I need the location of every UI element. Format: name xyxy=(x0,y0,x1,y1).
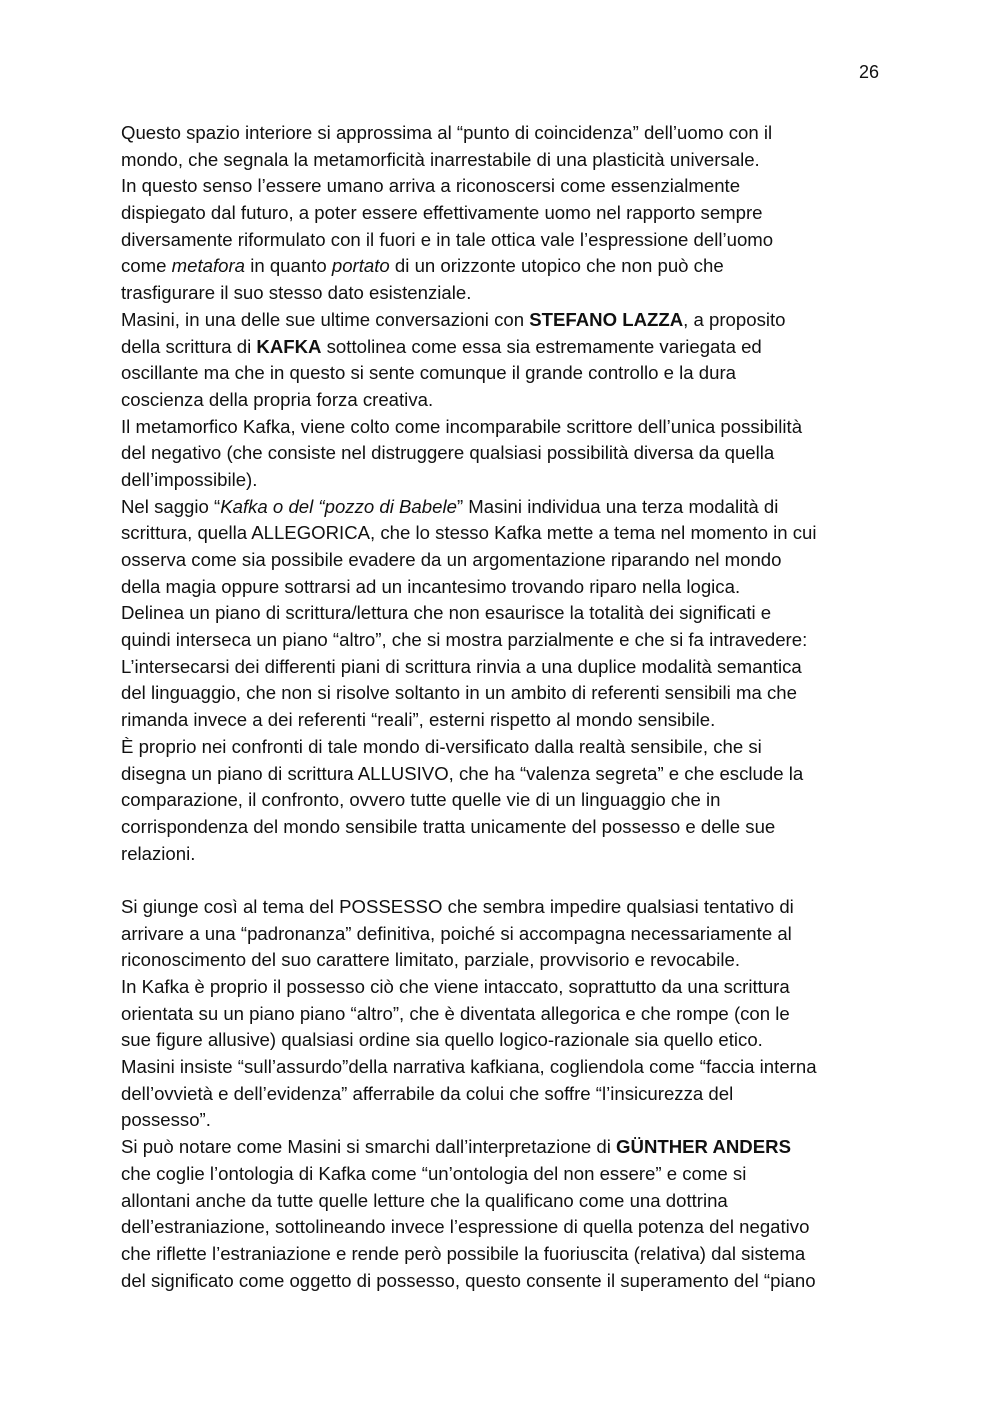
text-line xyxy=(121,627,881,654)
text-run: coscienza della propria forza creativa. xyxy=(121,388,434,410)
text-line xyxy=(121,1054,881,1081)
text-line xyxy=(121,280,881,307)
bold-name: STEFANO LAZZA xyxy=(529,308,684,330)
text-line xyxy=(121,173,881,200)
page-number: 26 xyxy=(858,62,879,82)
text-run: del negativo (che consiste nel distruggere qualsiasi possibilità diversa da quella xyxy=(121,442,775,464)
text-run: In Kafka è proprio il possesso ciò che viene intaccato, soprattutto da una scrittura xyxy=(121,976,790,997)
text-line xyxy=(121,734,881,761)
text-line xyxy=(121,467,881,494)
text-line xyxy=(121,1107,881,1134)
text-run: della scrittura di xyxy=(121,335,257,357)
text-run: Il metamorfico Kafka, viene colto come incomparabile scrittore dell’unica possibilità xyxy=(121,415,803,437)
text-run: orientata su un piano piano “altro”, che è diventata allegorica e che rompe (con le xyxy=(121,1002,790,1024)
text-line xyxy=(121,227,881,254)
body-text xyxy=(121,120,881,1294)
text-line xyxy=(121,1161,881,1188)
bold-name: GÜNTHER ANDERS xyxy=(616,1136,791,1158)
text-run: che riflette l’estraniazione e rende però possibile la fuoriuscita (relativa) dal sistema xyxy=(121,1242,806,1264)
bold-name: KAFKA xyxy=(256,335,322,357)
text-run: in quanto xyxy=(245,255,332,277)
text-run: sue figure allusive) qualsiasi ordine sia quello logico-razionale sia quello etico. xyxy=(121,1029,763,1051)
text-run: comparazione, il confronto, ovvero tutte quelle vie di un linguaggio che in xyxy=(121,789,721,811)
text-line xyxy=(121,387,881,414)
text-run: possesso”. xyxy=(121,1109,211,1131)
italic-term: Kafka o del “pozzo di Babele xyxy=(220,495,457,517)
text-run: della magia oppure sottrarsi ad un incantesimo trovando riparo nella logica. xyxy=(121,575,741,597)
text-run: dell’ovvietà e dell’evidenza” afferrabile da colui che soffre “l’insicurezza del xyxy=(121,1082,734,1104)
text-line xyxy=(121,547,881,574)
text-run: Masini insiste “sull’assurdo”della narrativa kafkiana, cogliendola come “faccia interna xyxy=(121,1056,817,1078)
text-run: sottolinea come essa sia estremamente variegata ed xyxy=(321,335,762,357)
text-run: che coglie l’ontologia di Kafka come “un’ontologia del non essere” e come si xyxy=(121,1162,747,1184)
italic-term: portato xyxy=(331,255,390,277)
text-line xyxy=(121,1081,881,1108)
text-line xyxy=(121,814,881,841)
text-line xyxy=(121,974,881,1001)
text-line xyxy=(121,1027,881,1054)
text-run: relazioni. xyxy=(121,842,196,864)
text-run: Questo spazio interiore si approssima al “punto di coincidenza” dell’uomo con il xyxy=(121,122,773,143)
text-run: del linguaggio, che non si risolve soltanto in un ambito di referenti sensibili ma che xyxy=(121,682,797,704)
text-line xyxy=(121,360,881,387)
text-line xyxy=(121,707,881,734)
text-run: di un orizzonte utopico che non può che xyxy=(389,255,724,277)
text-line xyxy=(121,654,881,681)
text-run: come xyxy=(121,255,172,277)
text-run: Nel saggio “ xyxy=(121,495,221,517)
text-line xyxy=(121,334,881,361)
text-line xyxy=(121,494,881,521)
text-run: dell’estraniazione, sottolineando invece l’espressione di quella potenza del negativo xyxy=(121,1216,810,1238)
text-run: dell’impossibile). xyxy=(121,468,258,490)
text-run: disegna un piano di scrittura ALLUSIVO, che ha “valenza segreta” e che esclude la xyxy=(121,762,804,784)
text-line xyxy=(121,921,881,948)
text-run: Delinea un piano di scrittura/lettura che non esaurisce la totalità dei significati e xyxy=(121,602,772,624)
text-line xyxy=(121,147,881,174)
text-line xyxy=(121,253,881,280)
text-line xyxy=(121,1134,881,1161)
text-run: Masini, in una delle sue ultime conversazioni con xyxy=(121,308,530,330)
italic-term: metafora xyxy=(171,255,246,277)
text-run: arrivare a una “padronanza” definitiva, poiché si accompagna necessariamente al xyxy=(121,922,792,944)
text-run: del significato come oggetto di possesso, questo consente il superamento del “piano xyxy=(121,1269,816,1291)
text-run: dispiegato dal futuro, a poter essere effettivamente uomo nel rapporto sempre xyxy=(121,202,763,224)
text-line xyxy=(121,120,881,147)
text-line xyxy=(121,1241,881,1268)
text-line xyxy=(121,787,881,814)
text-line xyxy=(121,440,881,467)
text-line xyxy=(121,200,881,227)
text-run: corrispondenza del mondo sensibile tratta unicamente del possesso e delle sue xyxy=(121,815,776,837)
text-line xyxy=(121,1188,881,1215)
text-run: quindi interseca un piano “altro”, che si mostra parzialmente e che si fa intravedere: xyxy=(121,629,808,651)
blank-line xyxy=(121,867,881,894)
text-run: , a proposito xyxy=(683,308,786,330)
text-line xyxy=(121,680,881,707)
text-line xyxy=(121,761,881,788)
text-line xyxy=(121,841,881,868)
text-run: L’intersecarsi dei differenti piani di scrittura rinvia a una duplice modalità semantica xyxy=(121,655,802,677)
text-run: riconoscimento del suo carattere limitato, parziale, provvisorio e revocabile. xyxy=(121,949,741,971)
text-line xyxy=(121,1268,881,1295)
text-line xyxy=(121,414,881,441)
text-run: mondo, che segnala la metamorficità inarrestabile di una plasticità universale. xyxy=(121,148,760,170)
text-run: rimanda invece a dei referenti “reali”, esterni rispetto al mondo sensibile. xyxy=(121,709,716,731)
text-run: allontani anche da tutte quelle letture che la qualificano come una dottrina xyxy=(121,1189,728,1211)
text-line xyxy=(121,947,881,974)
text-run: trasfigurare il suo stesso dato esistenziale. xyxy=(121,282,472,304)
text-run: Si può notare come Masini si smarchi dall’interpretazione di xyxy=(121,1136,617,1158)
text-line xyxy=(121,1214,881,1241)
text-run: Si giunge così al tema del POSSESSO che sembra impedire qualsiasi tentativo di xyxy=(121,895,794,917)
text-run: ” Masini individua una terza modalità di xyxy=(456,495,779,517)
text-run: diversamente riformulato con il fuori e in tale ottica vale l’espressione dell’uomo xyxy=(121,228,774,250)
text-line xyxy=(121,1001,881,1028)
text-line xyxy=(121,307,881,334)
text-line xyxy=(121,600,881,627)
text-run: scrittura, quella ALLEGORICA, che lo stesso Kafka mette a tema nel momento in cui xyxy=(121,522,817,544)
text-line xyxy=(121,574,881,601)
text-run: In questo senso l’essere umano arriva a riconoscersi come essenzialmente xyxy=(121,175,741,197)
text-line xyxy=(121,520,881,547)
text-line xyxy=(121,894,881,921)
text-run: È proprio nei confronti di tale mondo di-versificato dalla realtà sensibile, che si xyxy=(121,735,762,757)
text-run: osserva come sia possibile evadere da un argomentazione riparando nel mondo xyxy=(121,549,782,570)
text-run: oscillante ma che in questo si sente comunque il grande controllo e la dura xyxy=(121,362,736,384)
